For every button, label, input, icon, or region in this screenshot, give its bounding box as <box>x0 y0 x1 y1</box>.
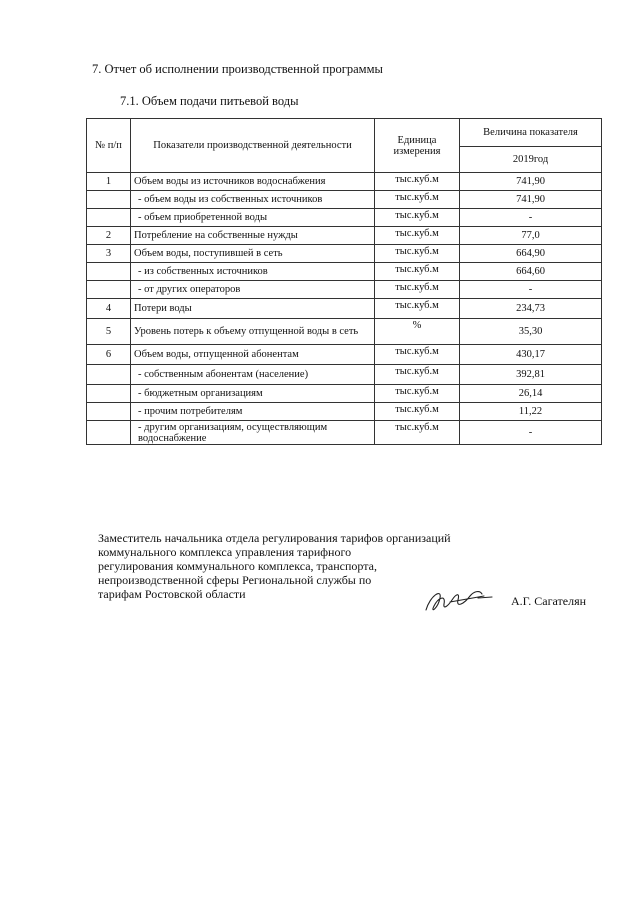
cell-value: 741,90 <box>460 173 602 191</box>
cell-value: 664,90 <box>460 245 602 263</box>
cell-num: 5 <box>87 319 131 345</box>
table-row <box>87 403 602 421</box>
cell-indicator: - от других операторов <box>131 281 375 299</box>
cell-unit: тыс.куб.м <box>375 365 460 385</box>
position-line: Заместитель начальника отдела регулирования тарифов организаций <box>98 531 451 545</box>
cell-value: 664,60 <box>460 263 602 281</box>
signer-name: А.Г. Сагателян <box>511 594 587 608</box>
cell-indicator: Потери воды <box>131 299 375 319</box>
header-unit: Единица измерения <box>375 119 460 173</box>
cell-num: 4 <box>87 299 131 319</box>
cell-unit: тыс.куб.м <box>375 345 460 365</box>
table-row <box>87 365 602 385</box>
cell-value: 26,14 <box>460 385 602 403</box>
cell-indicator: - объем приобретенной воды <box>131 209 375 227</box>
position-line: коммунального комплекса управления тарифного <box>98 545 352 559</box>
cell-indicator: - объем воды из собственных источников <box>131 191 375 209</box>
cell-unit: тыс.куб.м <box>375 191 460 209</box>
table-row <box>87 209 602 227</box>
table-row <box>87 299 602 319</box>
cell-value: - <box>460 209 602 227</box>
cell-unit: тыс.куб.м <box>375 245 460 263</box>
cell-indicator: - собственным абонентам (население) <box>131 365 375 385</box>
position-line: регулирования коммунального комплекса, транспорта, <box>98 559 377 573</box>
cell-unit: тыс.куб.м <box>375 263 460 281</box>
cell-value: 77,0 <box>460 227 602 245</box>
cell-num: 2 <box>87 227 131 245</box>
header-value-group: Величина показателя <box>460 119 602 147</box>
cell-num <box>87 403 131 421</box>
cell-value: 35,30 <box>460 319 602 345</box>
cell-unit: тыс.куб.м <box>375 403 460 421</box>
cell-num <box>87 209 131 227</box>
header-year: 2019год <box>460 147 602 173</box>
cell-unit: % <box>375 319 460 345</box>
cell-num <box>87 385 131 403</box>
cell-indicator: Объем воды из источников водоснабжения <box>131 173 375 191</box>
header-num: № п/п <box>87 119 131 173</box>
header-indicator: Показатели производственной деятельности <box>131 119 375 173</box>
table-row <box>87 281 602 299</box>
cell-value: - <box>460 421 602 445</box>
table-row <box>87 191 602 209</box>
table-row <box>87 173 602 191</box>
cell-unit: тыс.куб.м <box>375 209 460 227</box>
cell-num <box>87 421 131 445</box>
cell-num <box>87 281 131 299</box>
cell-num <box>87 263 131 281</box>
cell-num <box>87 365 131 385</box>
position-line: тарифам Ростовской области <box>98 587 246 601</box>
cell-unit: тыс.куб.м <box>375 385 460 403</box>
cell-unit: тыс.куб.м <box>375 227 460 245</box>
handwritten-signature <box>420 582 500 618</box>
table-row <box>87 227 602 245</box>
cell-indicator: - из собственных источников <box>131 263 375 281</box>
table-row <box>87 345 602 365</box>
table-row <box>87 385 602 403</box>
cell-unit: тыс.куб.м <box>375 173 460 191</box>
cell-num: 6 <box>87 345 131 365</box>
water-supply-table <box>86 118 602 445</box>
cell-num: 1 <box>87 173 131 191</box>
table-row <box>87 421 602 445</box>
cell-num <box>87 191 131 209</box>
cell-value: - <box>460 281 602 299</box>
cell-unit: тыс.куб.м <box>375 421 460 445</box>
cell-indicator: Уровень потерь к объему отпущенной воды в сеть <box>131 319 375 345</box>
cell-value: 234,73 <box>460 299 602 319</box>
section-subtitle: 7.1. Объем подачи питьевой воды <box>120 94 299 108</box>
section-title: 7. Отчет об исполнении производственной программы <box>92 62 383 76</box>
table-row <box>87 319 602 345</box>
cell-value: 741,90 <box>460 191 602 209</box>
cell-num: 3 <box>87 245 131 263</box>
cell-indicator: Объем воды, поступившей в сеть <box>131 245 375 263</box>
cell-indicator: - бюджетным организациям <box>131 385 375 403</box>
table-row <box>87 245 602 263</box>
cell-value: 11,22 <box>460 403 602 421</box>
cell-indicator: Потребление на собственные нужды <box>131 227 375 245</box>
position-line: непроизводственной сферы Региональной службы по <box>98 573 372 587</box>
cell-indicator: - другим организациям, осуществляющим водоснабжение <box>131 421 375 445</box>
cell-value: 430,17 <box>460 345 602 365</box>
cell-unit: тыс.куб.м <box>375 281 460 299</box>
cell-indicator: - прочим потребителям <box>131 403 375 421</box>
cell-indicator: Объем воды, отпущенной абонентам <box>131 345 375 365</box>
table-row <box>87 263 602 281</box>
cell-value: 392,81 <box>460 365 602 385</box>
cell-unit: тыс.куб.м <box>375 299 460 319</box>
